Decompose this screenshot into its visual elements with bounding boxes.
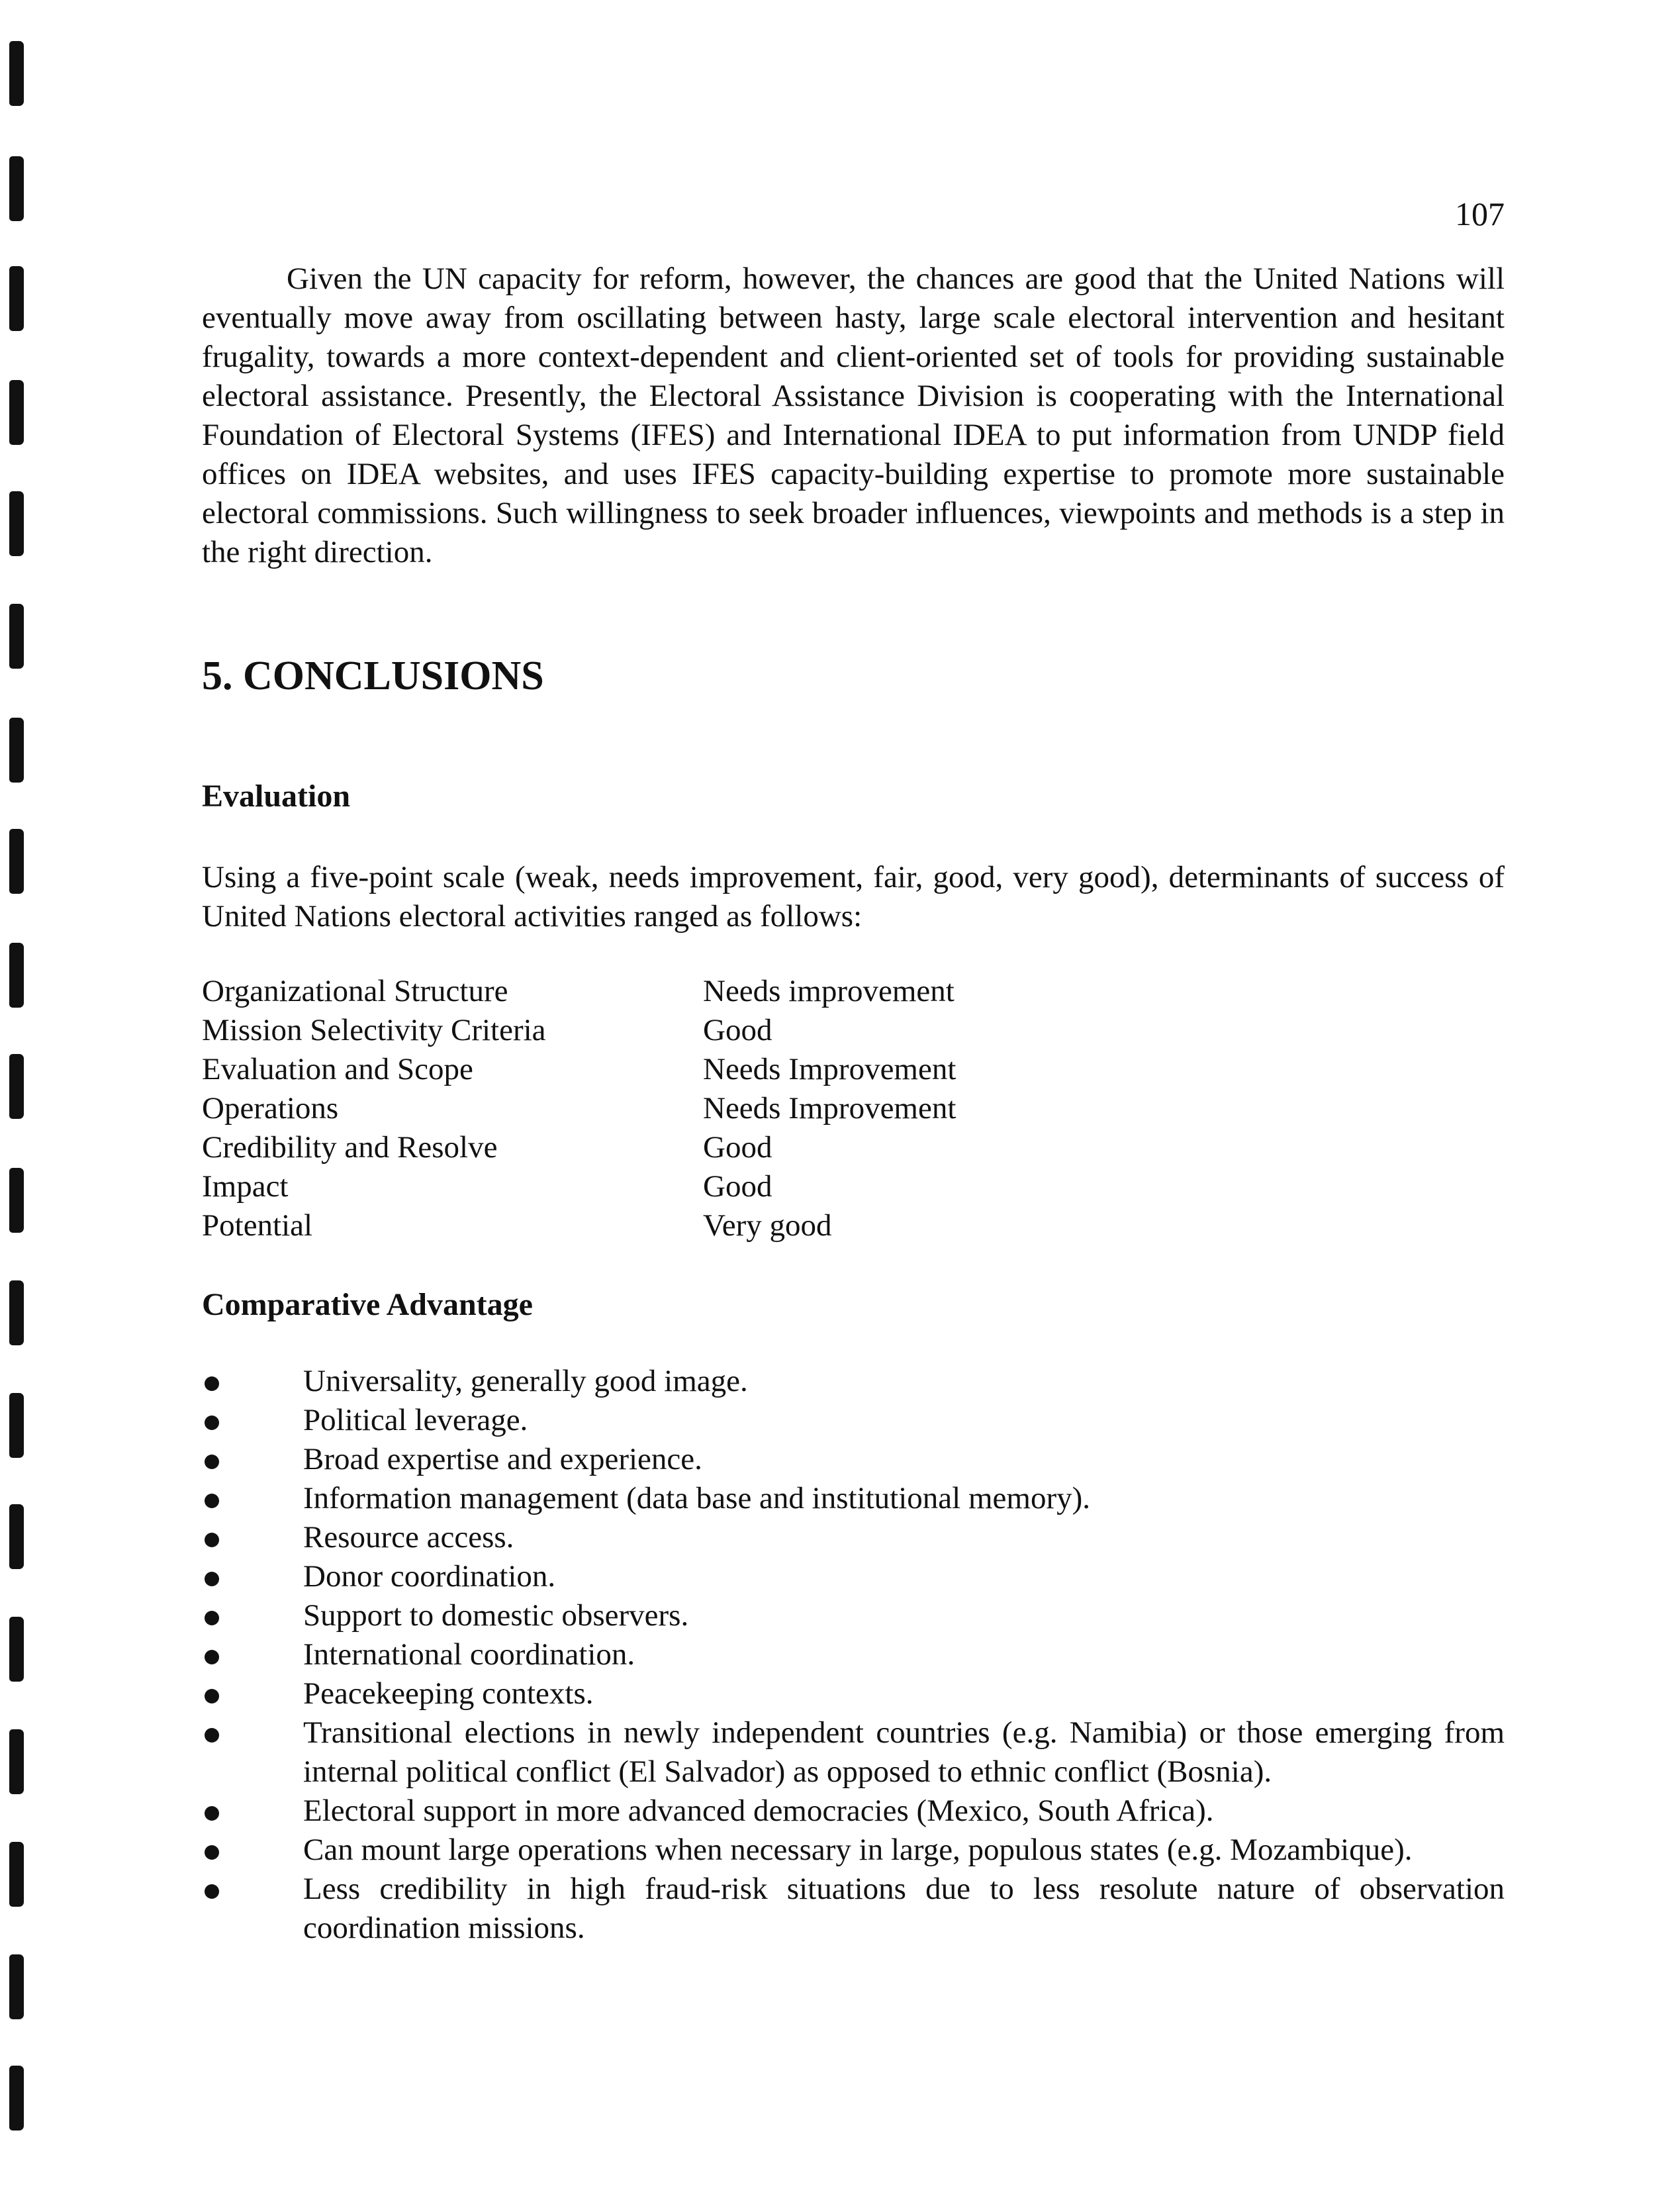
bullet-icon — [202, 1362, 303, 1401]
bullet-icon — [202, 1479, 303, 1518]
page-number: 107 — [1455, 195, 1505, 232]
list-item — [202, 1831, 1505, 1870]
bullet-icon — [202, 1674, 303, 1713]
binding-mark — [9, 1954, 24, 2019]
binding-mark — [9, 1842, 24, 1907]
bullet-icon — [202, 1401, 303, 1440]
rating-value: Needs Improvement — [703, 1091, 957, 1126]
rating-label: Potential — [202, 1208, 313, 1243]
rating-label: Credibility and Resolve — [202, 1130, 498, 1165]
rating-value: Good — [703, 1130, 772, 1165]
binding-mark — [9, 266, 24, 331]
list-item — [202, 1401, 1505, 1440]
binding-mark — [9, 41, 24, 106]
list-item — [202, 1479, 1505, 1518]
list-item — [202, 1596, 1505, 1635]
bullet-icon — [202, 1870, 303, 1909]
body-paragraph: Given the UN capacity for reform, however, the chances are good that the United Nations will eventually move away from oscillating between hasty, large scale electoral intervention and hesitant frugality, towards a more context-dependent and client-oriented set of tools for providing sustainable electoral assistance. Presently, the Electoral Assistance Division is cooperating with the International Foundation of Electoral Systems (IFES) and International IDEA to put information from UNDP field offices on IDEA websites, and uses IFES capacity-building expertise to promote more sustainable electoral commissions. Such willingness to seek broader influences, viewpoints and methods is a step in the right direction. — [202, 262, 1505, 569]
bullet-icon — [202, 1596, 303, 1635]
bullet-icon — [202, 1831, 303, 1870]
list-item-text: International coordination. — [303, 1637, 635, 1672]
binding-mark — [9, 829, 24, 894]
binding-mark — [9, 1729, 24, 1794]
rating-label: Mission Selectivity Criteria — [202, 1013, 546, 1047]
rating-row — [202, 1128, 1129, 1167]
rating-value: Needs Improvement — [703, 1052, 957, 1086]
section-heading: 5. CONCLUSIONS — [202, 653, 544, 698]
list-item — [202, 1557, 1505, 1596]
rating-row — [202, 1011, 1129, 1050]
binding-mark — [9, 943, 24, 1008]
bullet-icon — [202, 1792, 303, 1831]
evaluation-intro: Using a five-point scale (weak, needs improvement, fair, good, very good), determinants of success of United Nations electoral activities ranged as follows: — [202, 860, 1505, 934]
binding-mark — [9, 1054, 24, 1119]
ratings-table — [202, 972, 1129, 1245]
binding-mark — [9, 718, 24, 783]
rating-label: Operations — [202, 1091, 339, 1126]
list-item — [202, 1518, 1505, 1557]
rating-label: Impact — [202, 1169, 289, 1204]
list-item-text: Less credibility in high fraud-risk situations due to less resolute nature of observation coordination missions. — [303, 1872, 1505, 1945]
bullet-icon — [202, 1518, 303, 1557]
rating-value: Needs improvement — [703, 974, 955, 1008]
list-item — [202, 1440, 1505, 1479]
list-item-text: Broad expertise and experience. — [303, 1442, 702, 1476]
list-item-text: Information management (data base and institutional memory). — [303, 1481, 1090, 1515]
rating-row — [202, 972, 1129, 1011]
bullet-icon — [202, 1557, 303, 1596]
bullet-icon — [202, 1713, 303, 1752]
binding-mark — [9, 380, 24, 445]
rating-label: Organizational Structure — [202, 974, 508, 1008]
rating-value: Good — [703, 1013, 772, 1047]
evaluation-heading: Evaluation — [202, 779, 351, 814]
rating-value: Very good — [703, 1208, 832, 1243]
rating-label: Evaluation and Scope — [202, 1052, 473, 1086]
list-item-text: Electoral support in more advanced democracies (Mexico, South Africa). — [303, 1794, 1214, 1828]
list-item-text: Universality, generally good image. — [303, 1364, 748, 1398]
advantages-list — [202, 1362, 1505, 1948]
list-item — [202, 1792, 1505, 1831]
binding-mark — [9, 1393, 24, 1458]
binding-mark — [9, 1168, 24, 1233]
rating-row — [202, 1050, 1129, 1089]
list-item-text: Peacekeeping contexts. — [303, 1676, 594, 1711]
comparative-advantage-heading: Comparative Advantage — [202, 1287, 533, 1322]
binding-mark — [9, 491, 24, 556]
list-item-text: Can mount large operations when necessary in large, populous states (e.g. Mozambique). — [303, 1833, 1413, 1867]
binding-mark — [9, 1280, 24, 1345]
list-item-text: Political leverage. — [303, 1403, 528, 1437]
list-item — [202, 1674, 1505, 1713]
list-item — [202, 1635, 1505, 1674]
list-item — [202, 1362, 1505, 1401]
binding-mark — [9, 1504, 24, 1569]
binding-mark — [9, 1617, 24, 1682]
list-item-text: Support to domestic observers. — [303, 1598, 689, 1633]
bullet-icon — [202, 1440, 303, 1479]
binding-mark — [9, 604, 24, 669]
list-item — [202, 1870, 1505, 1948]
rating-value: Good — [703, 1169, 772, 1204]
list-item — [202, 1713, 1505, 1792]
list-item-text: Donor coordination. — [303, 1559, 556, 1594]
list-item-text: Transitional elections in newly independent countries (e.g. Namibia) or those emerging from internal political conflict (El Salvador) as opposed to ethnic conflict (Bosnia). — [303, 1715, 1505, 1789]
list-item-text: Resource access. — [303, 1520, 514, 1555]
rating-row — [202, 1167, 1129, 1206]
bullet-icon — [202, 1635, 303, 1674]
binding-mark — [9, 2066, 24, 2131]
binding-mark — [9, 156, 24, 221]
rating-row — [202, 1089, 1129, 1128]
rating-row — [202, 1206, 1129, 1245]
